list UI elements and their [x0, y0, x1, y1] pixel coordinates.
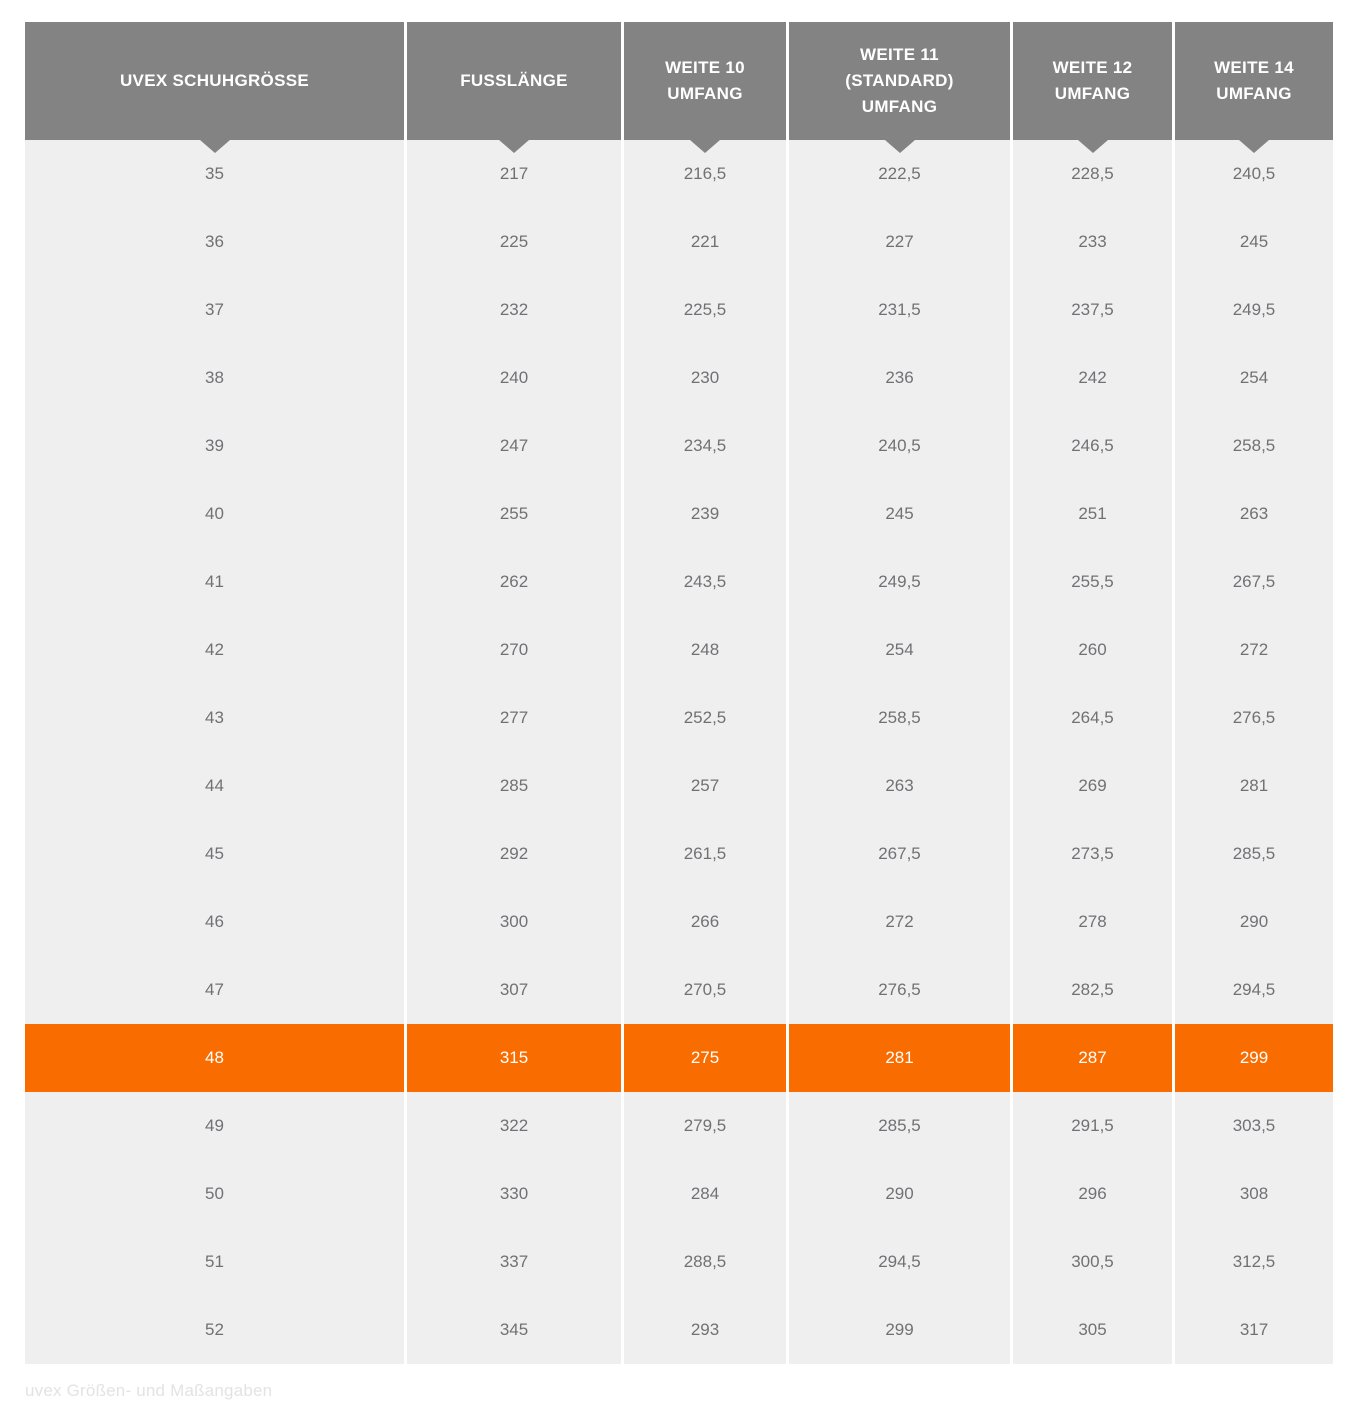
value-cell: 243,5: [624, 548, 786, 616]
value-cell: 247: [407, 412, 621, 480]
size-cell: 46: [25, 888, 404, 956]
value-cell: 263: [1175, 480, 1333, 548]
value-cell: 312,5: [1175, 1228, 1333, 1296]
value-cell: 284: [624, 1160, 786, 1228]
value-cell: 262: [407, 548, 621, 616]
header-cell-0: [25, 22, 404, 140]
value-cell: 279,5: [624, 1092, 786, 1160]
header-pointer-down-icon: [499, 140, 529, 153]
value-cell: 273,5: [1013, 820, 1172, 888]
value-cell: 236: [789, 344, 1010, 412]
value-cell: 305: [1013, 1296, 1172, 1364]
value-cell: 255: [407, 480, 621, 548]
value-cell: 272: [789, 888, 1010, 956]
header-label: WEITE 11 (STANDARD) UMFANG: [845, 45, 954, 116]
value-cell: 300,5: [1013, 1228, 1172, 1296]
value-cell: 269: [1013, 752, 1172, 820]
value-cell: 232: [407, 276, 621, 344]
value-cell: 293: [624, 1296, 786, 1364]
value-cell: 330: [407, 1160, 621, 1228]
value-cell: 322: [407, 1092, 621, 1160]
value-cell: 240,5: [789, 412, 1010, 480]
value-cell: 260: [1013, 616, 1172, 684]
size-cell: 45: [25, 820, 404, 888]
value-cell: 300: [407, 888, 621, 956]
value-cell: 221: [624, 208, 786, 276]
header-row: [25, 22, 1333, 140]
value-cell: 227: [789, 208, 1010, 276]
size-cell: 39: [25, 412, 404, 480]
header-pointer-down-icon: [200, 140, 230, 153]
value-cell: 257: [624, 752, 786, 820]
value-cell: 294,5: [1175, 956, 1333, 1024]
value-cell: 299: [789, 1296, 1010, 1364]
value-cell: 254: [789, 616, 1010, 684]
size-cell: 38: [25, 344, 404, 412]
value-cell: 270: [407, 616, 621, 684]
header-cell-2: [624, 22, 786, 140]
header-cell-4: [1013, 22, 1172, 140]
value-cell: 288,5: [624, 1228, 786, 1296]
value-cell: 245: [1175, 208, 1333, 276]
value-cell: 294,5: [789, 1228, 1010, 1296]
value-cell: 263: [789, 752, 1010, 820]
value-cell: 292: [407, 820, 621, 888]
value-cell: 233: [1013, 208, 1172, 276]
value-cell: 337: [407, 1228, 621, 1296]
value-cell: 261,5: [624, 820, 786, 888]
header-pointer-down-icon: [885, 140, 915, 153]
value-cell: 315: [407, 1024, 621, 1092]
value-cell: 290: [1175, 888, 1333, 956]
value-cell: 234,5: [624, 412, 786, 480]
size-cell: 50: [25, 1160, 404, 1228]
value-cell: 345: [407, 1296, 621, 1364]
size-table: [25, 22, 1333, 1364]
value-cell: 317: [1175, 1296, 1333, 1364]
header-cell-1: [407, 22, 621, 140]
value-cell: 225: [407, 208, 621, 276]
table-caption: uvex Größen- und Maßangaben: [25, 1381, 273, 1400]
value-cell: 303,5: [1175, 1092, 1333, 1160]
header-cell-5: [1175, 22, 1333, 140]
value-cell: 258,5: [1175, 412, 1333, 480]
value-cell: 267,5: [1175, 548, 1333, 616]
value-cell: 217: [407, 140, 621, 208]
value-cell: 270,5: [624, 956, 786, 1024]
header-pointer-down-icon: [1239, 140, 1269, 153]
value-cell: 246,5: [1013, 412, 1172, 480]
value-cell: 240,5: [1175, 140, 1333, 208]
size-cell: 37: [25, 276, 404, 344]
size-cell: 35: [25, 140, 404, 208]
value-cell: 285: [407, 752, 621, 820]
header-cell-3: [789, 22, 1010, 140]
value-cell: 266: [624, 888, 786, 956]
size-cell: 52: [25, 1296, 404, 1364]
value-cell: 281: [1175, 752, 1333, 820]
value-cell: 249,5: [1175, 276, 1333, 344]
value-cell: 275: [624, 1024, 786, 1092]
value-cell: 277: [407, 684, 621, 752]
value-cell: 245: [789, 480, 1010, 548]
header-label: UVEX SCHUHGRÖSSE: [119, 71, 309, 90]
value-cell: 276,5: [789, 956, 1010, 1024]
value-cell: 222,5: [789, 140, 1010, 208]
value-cell: 251: [1013, 480, 1172, 548]
value-cell: 248: [624, 616, 786, 684]
value-cell: 216,5: [624, 140, 786, 208]
value-cell: 296: [1013, 1160, 1172, 1228]
value-cell: 276,5: [1175, 684, 1333, 752]
header-pointer-down-icon: [1078, 140, 1108, 153]
header-label: WEITE 10 UMFANG: [665, 58, 745, 103]
size-cell: 43: [25, 684, 404, 752]
size-cell: 48: [25, 1024, 404, 1092]
value-cell: 252,5: [624, 684, 786, 752]
size-cell: 47: [25, 956, 404, 1024]
value-cell: 291,5: [1013, 1092, 1172, 1160]
value-cell: 240: [407, 344, 621, 412]
value-cell: 308: [1175, 1160, 1333, 1228]
value-cell: 278: [1013, 888, 1172, 956]
value-cell: 237,5: [1013, 276, 1172, 344]
size-cell: 40: [25, 480, 404, 548]
size-cell: 49: [25, 1092, 404, 1160]
value-cell: 282,5: [1013, 956, 1172, 1024]
value-cell: 272: [1175, 616, 1333, 684]
table-body: [25, 140, 1333, 1364]
size-cell: 51: [25, 1228, 404, 1296]
size-cell: 41: [25, 548, 404, 616]
value-cell: 285,5: [789, 1092, 1010, 1160]
value-cell: 287: [1013, 1024, 1172, 1092]
value-cell: 239: [624, 480, 786, 548]
value-cell: 255,5: [1013, 548, 1172, 616]
size-cell: 44: [25, 752, 404, 820]
size-cell: 36: [25, 208, 404, 276]
value-cell: 225,5: [624, 276, 786, 344]
value-cell: 228,5: [1013, 140, 1172, 208]
value-cell: 242: [1013, 344, 1172, 412]
header-label: FUSSLÄNGE: [460, 71, 568, 90]
value-cell: 249,5: [789, 548, 1010, 616]
value-cell: 285,5: [1175, 820, 1333, 888]
header-label: WEITE 14 UMFANG: [1214, 58, 1294, 103]
value-cell: 290: [789, 1160, 1010, 1228]
value-cell: 258,5: [789, 684, 1010, 752]
value-cell: 230: [624, 344, 786, 412]
value-cell: 231,5: [789, 276, 1010, 344]
header-label: WEITE 12 UMFANG: [1052, 58, 1133, 103]
value-cell: 264,5: [1013, 684, 1172, 752]
header-pointer-down-icon: [690, 140, 720, 153]
value-cell: 267,5: [789, 820, 1010, 888]
value-cell: 299: [1175, 1024, 1333, 1092]
size-cell: 42: [25, 616, 404, 684]
value-cell: 281: [789, 1024, 1010, 1092]
value-cell: 254: [1175, 344, 1333, 412]
value-cell: 307: [407, 956, 621, 1024]
